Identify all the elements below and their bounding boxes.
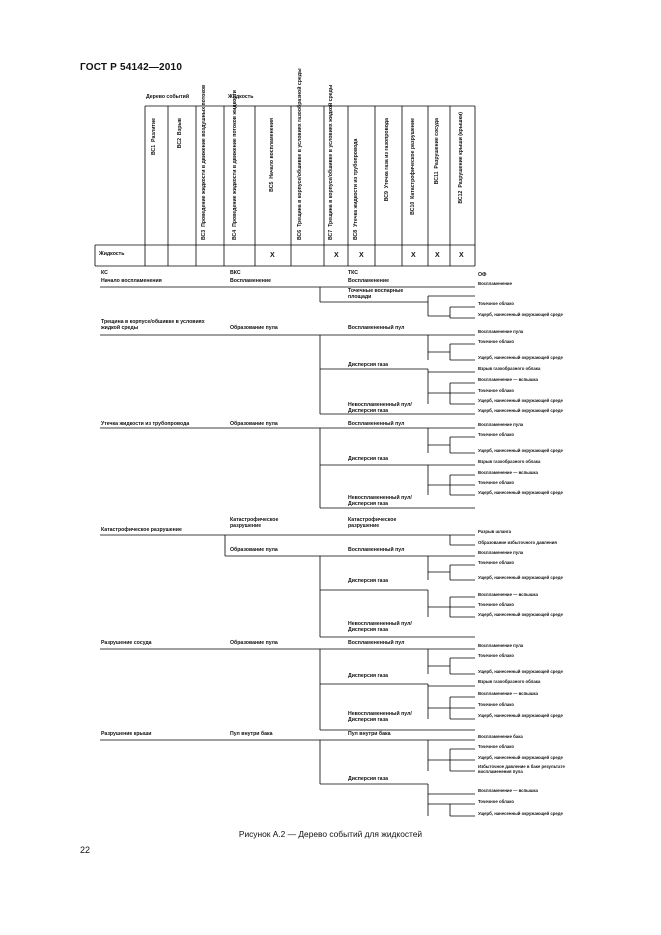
page-number: 22: [80, 845, 91, 855]
mark-col-12: Х: [459, 252, 464, 259]
ks-item: Катастрофическое разрушение: [101, 527, 182, 533]
of-item: Воспламенение: [478, 281, 512, 286]
tree-header-vks: ВКС: [230, 270, 241, 276]
tks-item: Катастрофическое разрушение: [348, 517, 397, 529]
tks-item: Дисперсия газа: [348, 673, 389, 679]
of-item: Ущерб, нанесенный окружающей среде: [478, 575, 563, 580]
mark-col-11: Х: [435, 252, 440, 259]
matrix-group-events: Дерево событий: [146, 94, 190, 100]
matrix-row-label: Жидкость: [99, 251, 125, 257]
tks-item: Воспламененный пул: [348, 421, 405, 427]
of-item: Ущерб, нанесенный окружающей среде: [478, 398, 563, 403]
tks-item: Невоспламененный пул/ Дисперсия газа: [348, 621, 412, 633]
of-item: Ущерб, нанесенный окружающей среде: [478, 755, 563, 760]
matrix-col-3: ВС3 Проведение жидкости в движение воздушных потоков: [201, 84, 207, 240]
vks-item: Образование пула: [230, 547, 278, 553]
vks-item: Катастрофическое разрушение: [230, 517, 279, 529]
of-item: Точечное облако: [478, 653, 514, 658]
of-item: Ущерб, нанесенный окружающей среде: [478, 355, 563, 360]
tks-item: Точечные воспарные площади: [348, 288, 404, 300]
matrix-col-12: ВС12 Разрушение крыши (крышки): [458, 112, 464, 204]
of-item: Взрыв газообразного облака: [478, 679, 541, 684]
of-item: Ущерб, нанесенный окружающей среде: [478, 408, 563, 413]
matrix-col-11: ВС11 Разрушение сосуда: [434, 118, 440, 185]
of-item: Взрыв газообразного облака: [478, 366, 541, 371]
of-item: Точечное облако: [478, 432, 514, 437]
tks-item: Воспламененный пул: [348, 325, 405, 331]
of-item: Ущерб, нанесенный окружающей среде: [478, 612, 563, 617]
of-item: Точечное облако: [478, 602, 514, 607]
of-item: Точечное облако: [478, 560, 514, 565]
of-item: Воспламенение бака: [478, 734, 523, 739]
of-item: Ущерб, нанесенный окружающей среде: [478, 490, 563, 495]
tks-item: Воспламененный пул: [348, 547, 405, 553]
of-item: Воспламенение — вспышка: [478, 691, 538, 696]
vks-item: Образование пула: [230, 325, 278, 331]
of-item: Ущерб, нанесенный окружающей среде: [478, 448, 563, 453]
matrix-col-9: ВС9 Утечка газа из газопровода: [384, 118, 390, 202]
matrix-col-2: ВС2 Взрыв: [177, 118, 183, 149]
of-item: Воспламенение пула: [478, 643, 524, 648]
tks-item: Дисперсия газа: [348, 776, 389, 782]
tks-item: Дисперсия газа: [348, 578, 389, 584]
mark-col-7: Х: [334, 252, 339, 259]
tks-item: Невоспламененный пул/ Дисперсия газа: [348, 402, 412, 414]
of-item: Воспламенение — вспышка: [478, 470, 538, 475]
of-item: Ущерб, нанесенный окружающей среде: [478, 811, 563, 816]
matrix-col-4: ВС4 Проведение жидкости в движение потоков жидкости: [232, 90, 238, 240]
mark-col-5: Х: [270, 252, 275, 259]
of-item: Воспламенение — вспышка: [478, 592, 538, 597]
of-item: Воспламенение пула: [478, 422, 524, 427]
standard-header: ГОСТ Р 54142—2010: [80, 62, 183, 73]
of-item: Точечное облако: [478, 799, 514, 804]
tks-item: Воспламенение: [348, 278, 389, 284]
of-item: Точечное облако: [478, 702, 514, 707]
of-item: Образование избыточного давления: [478, 540, 557, 545]
of-item: Ущерб, нанесенный окружающей среде: [478, 312, 563, 317]
tree-header-of: ОФ: [478, 272, 487, 278]
tks-item: Пул внутри бака: [348, 731, 391, 737]
ks-item: Разрушение крыши: [101, 731, 152, 737]
matrix-col-8: ВС8 Утечка жидкости из трубопровода: [353, 138, 359, 240]
tks-item: Невоспламененный пул/ Дисперсия газа: [348, 495, 412, 507]
mark-col-8: Х: [359, 252, 364, 259]
tree-branches: [100, 287, 475, 816]
matrix-col-7: ВС7 Трещина в корпусе/обшивке в условиях жидкой среды: [328, 84, 334, 240]
of-item: Точечное облако: [478, 744, 514, 749]
tks-item: Дисперсия газа: [348, 362, 389, 368]
of-item: Воспламенение — вспышка: [478, 377, 538, 382]
ks-item: Начало воспламенения: [101, 278, 162, 284]
of-item: Избыточное давление в баке результате воспламенения пула: [478, 764, 565, 774]
vks-item: Образование пула: [230, 421, 278, 427]
matrix-col-5: ВС5 Начало воспламенения: [269, 118, 275, 192]
ks-item: Трещина в корпусе/обшивке в условиях жидкой среды: [101, 319, 205, 331]
of-item: Воспламенение пула: [478, 550, 524, 555]
of-item: Ущерб, нанесенный окружающей среде: [478, 713, 563, 718]
matrix-col-6: ВС6 Трещина в корпусе/обшивке в условиях газообразной среды: [297, 68, 303, 240]
ks-item: Утечка жидкости из трубопровода: [101, 421, 190, 427]
tks-item: Невоспламененный пул/ Дисперсия газа: [348, 711, 412, 723]
of-item: Разрыв шланга: [478, 529, 511, 534]
vks-item: Пул внутри бака: [230, 731, 273, 737]
figure-caption: Рисунок А.2 — Дерево событий для жидкостей: [238, 829, 423, 839]
of-item: Точечное облако: [478, 388, 514, 393]
of-item: Воспламенение — вспышка: [478, 788, 538, 793]
matrix-col-1: ВС1 Разлитие: [151, 118, 157, 156]
of-item: Точечное облако: [478, 301, 514, 306]
matrix-col-10: ВС10 Катастрофическое разрушение: [410, 118, 416, 215]
vks-item: Образование пула: [230, 640, 278, 646]
of-item: Точечное облако: [478, 339, 514, 344]
tks-item: Воспламененный пул: [348, 640, 405, 646]
of-item: Точечное облако: [478, 480, 514, 485]
vks-item: Воспламенение: [230, 278, 271, 284]
tree-header-tks: ТКС: [348, 270, 359, 276]
mark-col-10: Х: [411, 252, 416, 259]
of-item: Взрыв газообразного облака: [478, 459, 541, 464]
of-item: Ущерб, нанесенный окружающей среде: [478, 669, 563, 674]
ks-item: Разрушение сосуда: [101, 640, 152, 646]
tree-header-ks: КС: [101, 270, 108, 276]
of-item: Воспламенение пула: [478, 329, 524, 334]
tks-item: Дисперсия газа: [348, 456, 389, 462]
matrix-group-liquid: Жидкость: [228, 94, 254, 100]
